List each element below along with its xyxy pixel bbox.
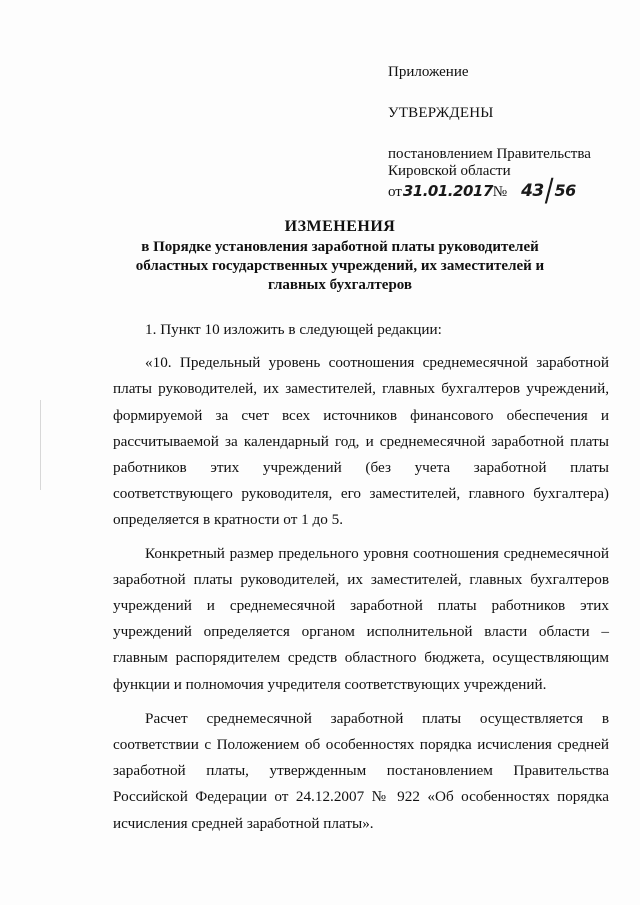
document-subtitle-line-3: главных бухгалтеров [267,277,413,293]
document-subtitle-line-2: областных государственных учреждений, их заместителей и [135,258,545,274]
handwritten-slash: / [544,172,554,209]
paragraph-3: Конкретный размер предельного уровня соотношения среднемесячной заработной платы руководителей, их заместителей, главных бухгалтеров учреждений и среднемесячной заработной платы работников этих учреждений определяется органом исполнительной власти области – главным распорядителем средств областного бюджета, осуществляющим функции и полномочия учредителя соответствующих учреждений. [113,544,609,693]
handwritten-number-2: 56 [554,181,576,200]
handwritten-date: 31.01.2017 [402,182,493,200]
document-subtitle-line-1: в Порядке установления заработной платы руководителей [141,239,539,255]
number-sign: № [492,184,508,200]
approved-label: УТВЕРЖДЕНЫ [388,105,494,121]
paragraph-4: Расчет среднемесячной заработной платы осуществляется в соответствии с Положением об особенностях порядка исчисления средней заработной платы, утвержденным постановлением Правительства Российской Федерации от 24.12.2007 № 922 «Об особенностях порядка исчисления средней заработной платы». [113,709,609,832]
approval-block [388,64,628,209]
appendix-label: Приложение [388,64,469,80]
document-body [113,317,609,837]
paragraph-2: «10. Предельный уровень соотношения среднемесячной заработной платы руководителей, их заместителей, главных бухгалтеров учреждений, формируемой за счет всех источников финансового обеспечения и рассчитываемой за календарный год, и среднемесячной заработной платы работников этих учреждений (без учета заработной платы соответствующего руководителя, его заместителей, главного бухгалтера) определяется в кратности от 1 до 5. [113,354,609,529]
scan-artifact-line [40,400,41,490]
date-prefix: от [388,184,402,200]
decree-line-1: постановлением Правительства [388,146,591,162]
decree-line-2: Кировской области [388,163,511,179]
handwritten-number: 43 [521,181,544,201]
paragraph-1: 1. Пункт 10 изложить в следующей редакции: [145,321,442,338]
decree-date-number-line [388,172,628,209]
document-title-block [100,218,580,295]
document-heading: ИЗМЕНЕНИЯ [284,218,396,235]
